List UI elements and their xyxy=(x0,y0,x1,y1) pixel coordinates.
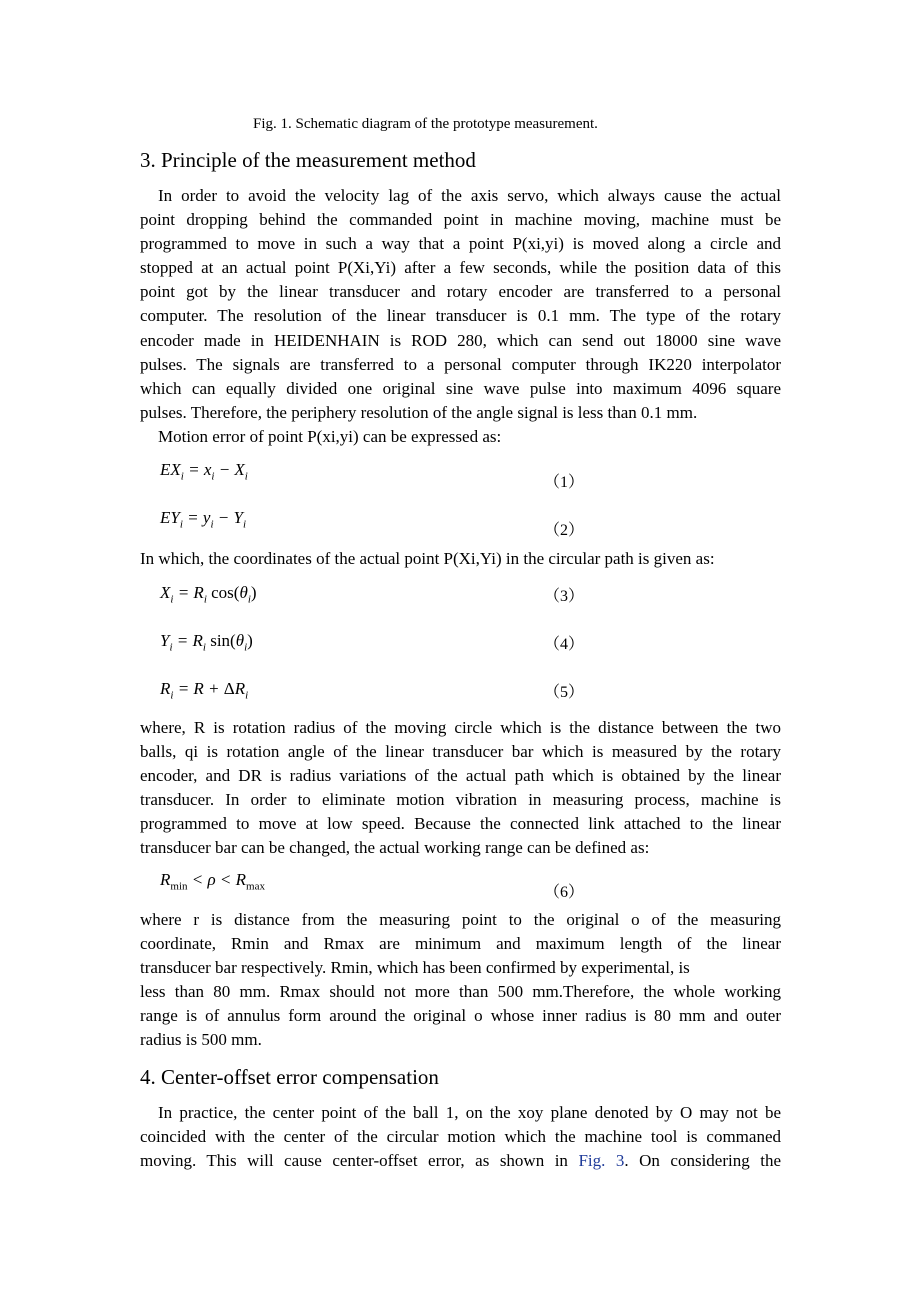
text-line: coincided with the center of the circular motion which the machine tool is commaned xyxy=(140,1127,781,1147)
equation-6-number: （6） xyxy=(544,884,585,901)
equation-5: $R_i = R + \Delta R_i$ xyxy=(160,679,249,702)
text-line: In order to avoid the velocity lag of the axis servo, which always cause the actual xyxy=(158,186,781,205)
equation-2-number: （2） xyxy=(544,522,585,539)
equation-4: $Y_i = R_i$ $\sin(\theta_i)$ xyxy=(160,631,253,654)
equation-4-number: （4） xyxy=(544,636,585,653)
text-line: Motion error of point P(xi,yi) can be expressed as: xyxy=(158,427,502,446)
text-line: point got by the linear transducer and rotary encoder are transferred to a personal xyxy=(140,282,781,302)
text-line: radius is 500 mm. xyxy=(140,1030,262,1050)
section-4-heading: 4. Center-offset error compensation xyxy=(140,1065,439,1089)
text-line: pulses. Therefore, the periphery resolution of the angle signal is less than 0.1 mm. xyxy=(140,402,698,422)
section-3-paragraph-1 xyxy=(140,184,781,425)
text-line: pulses. The signals are transferred to a personal computer through IK220 interpolator xyxy=(140,354,781,374)
text-line: coordinate, Rmin and Rmax are minimum and maximum length of the linear xyxy=(140,934,781,954)
text-line: stopped at an actual point P(Xi,Yi) after a few seconds, while the position data of this xyxy=(140,258,781,278)
section-3-paragraph-2 xyxy=(140,425,781,449)
text-line: range is of annulus form around the original o whose inner radius is 80 mm and outer xyxy=(140,1006,781,1026)
equation-2: $EY_i = y_i - Y_i$ xyxy=(160,508,246,531)
section-4-paragraph-1 xyxy=(140,1101,781,1173)
text-line: where r is distance from the measuring point to the original o of the measuring xyxy=(140,910,781,929)
text-line: programmed to move at low speed. Because the connected link attached to the linear xyxy=(140,814,781,834)
text-segment: . On considering the xyxy=(624,1151,781,1171)
text-line: transducer. In order to eliminate motion vibration in measuring process, machine is xyxy=(140,790,781,810)
text-line: less than 80 mm. Rmax should not more than 500 mm.Therefore, the whole working xyxy=(140,982,781,1002)
text-line: transducer bar can be changed, the actual working range can be defined as: xyxy=(140,838,650,858)
text-line: where, R is rotation radius of the moving circle which is the distance between the two xyxy=(140,718,781,737)
text-line: programmed to move in such a way that a point P(xi,yi) is moved along a circle and xyxy=(140,234,781,254)
section-3-heading: 3. Principle of the measurement method xyxy=(140,148,476,172)
section-3-paragraph-3 xyxy=(140,547,781,571)
equation-1: $EX_i = x_i - X_i$ xyxy=(160,460,248,483)
equation-5-number: （5） xyxy=(544,684,585,701)
text-line: transducer bar respectively. Rmin, which has been confirmed by experimental, is xyxy=(140,958,690,978)
text-line: encoder made in HEIDENHAIN is ROD 280, which can send out 18000 sine wave xyxy=(140,330,781,350)
equation-6: $R_{min} < \rho < R_{max}$ xyxy=(160,870,265,893)
figure-caption: Fig. 1. Schematic diagram of the prototype measurement. xyxy=(253,116,598,132)
section-3-paragraph-4 xyxy=(140,716,781,861)
text-line: which can equally divided one original sine wave pulse into maximum 4096 square xyxy=(140,378,781,398)
equation-3: $X_i = R_i$ $\cos(\theta_i)$ xyxy=(160,583,257,606)
text-line xyxy=(140,1149,781,1173)
text-line: balls, qi is rotation angle of the linear transducer bar which is measured by the rotary xyxy=(140,742,781,762)
text-segment: moving. This will cause center-offset error, as shown in xyxy=(140,1151,579,1171)
text-line: encoder, and DR is radius variations of the actual path which is obtained by the linear xyxy=(140,766,781,786)
text-line: In practice, the center point of the ball 1, on the xoy plane denoted by O may not be xyxy=(158,1103,781,1122)
figure-3-link[interactable]: Fig. 3 xyxy=(578,1151,625,1171)
text-line: In which, the coordinates of the actual point P(Xi,Yi) in the circular path is given as: xyxy=(140,549,715,568)
equation-3-number: （3） xyxy=(544,588,585,605)
section-3-paragraph-5 xyxy=(140,908,781,1053)
text-line: point dropping behind the commanded point in machine moving, machine must be xyxy=(140,210,781,230)
text-line: computer. The resolution of the linear transducer is 0.1 mm. The type of the rotary xyxy=(140,306,781,326)
equation-1-number: （1） xyxy=(544,474,585,491)
